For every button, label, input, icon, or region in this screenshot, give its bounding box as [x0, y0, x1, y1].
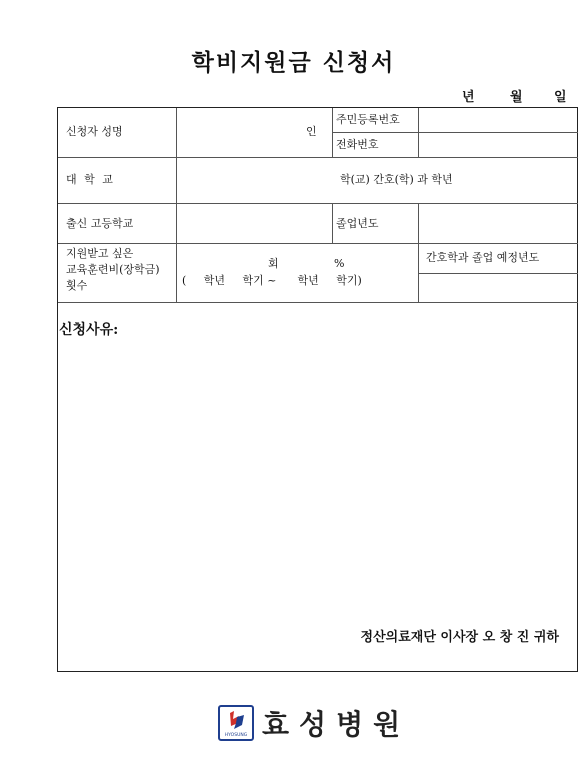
divider	[418, 273, 578, 274]
divider	[418, 243, 419, 302]
divider	[332, 108, 333, 157]
graduation-year-label: 졸업년도	[336, 217, 379, 230]
graduation-year-field[interactable]	[420, 205, 576, 241]
high-school-field[interactable]	[178, 205, 330, 241]
percent-unit: %	[334, 257, 345, 270]
university-label: 대 학 교	[66, 173, 115, 186]
support-label-line2: 교육훈련비(장학금)	[66, 263, 160, 276]
resident-id-field[interactable]	[420, 110, 576, 131]
divider	[58, 157, 578, 158]
divider	[58, 243, 578, 244]
form-title: 학비지원금 신청서	[191, 49, 396, 76]
applicant-name-field[interactable]	[178, 110, 298, 155]
support-label-line1: 지원받고 싶은	[66, 247, 134, 260]
phone-label: 전화번호	[336, 138, 379, 151]
day-label: 일	[554, 90, 567, 105]
university-detail: 학(교) 간호(학) 과 학년	[340, 173, 453, 186]
divider	[176, 108, 177, 302]
university-field[interactable]	[178, 159, 328, 201]
resident-id-label: 주민등록번호	[336, 113, 400, 126]
times-unit: 회	[268, 257, 279, 270]
hospital-logo-icon	[218, 705, 254, 741]
reason-label: 신청사유:	[59, 322, 119, 338]
support-label-line3: 횟수	[66, 279, 88, 292]
application-form	[57, 107, 578, 672]
divider	[418, 108, 419, 157]
seal-mark: 인	[306, 125, 317, 138]
expected-graduation-field[interactable]	[420, 275, 576, 301]
reason-field[interactable]	[60, 340, 576, 620]
hospital-name: 효성병원	[262, 708, 411, 741]
year-label: 년	[462, 90, 475, 105]
closing-line: 정산의료재단 이사장 오 창 진 귀하	[360, 630, 559, 645]
period-text: ( 학년 학기 ~ 학년 학기)	[182, 274, 362, 287]
logo-text: HYOSUNG	[224, 733, 248, 738]
divider	[418, 203, 419, 243]
hospital-footer	[218, 703, 410, 743]
applicant-name-label: 신청자 성명	[66, 125, 123, 138]
divider	[58, 203, 578, 204]
month-label: 월	[510, 90, 523, 105]
high-school-label: 출신 고등학교	[66, 217, 134, 230]
divider	[58, 302, 578, 303]
divider	[332, 132, 578, 133]
expected-graduation-label: 간호학과 졸업 예정년도	[426, 251, 540, 264]
divider	[332, 203, 333, 243]
phone-field[interactable]	[420, 135, 576, 156]
